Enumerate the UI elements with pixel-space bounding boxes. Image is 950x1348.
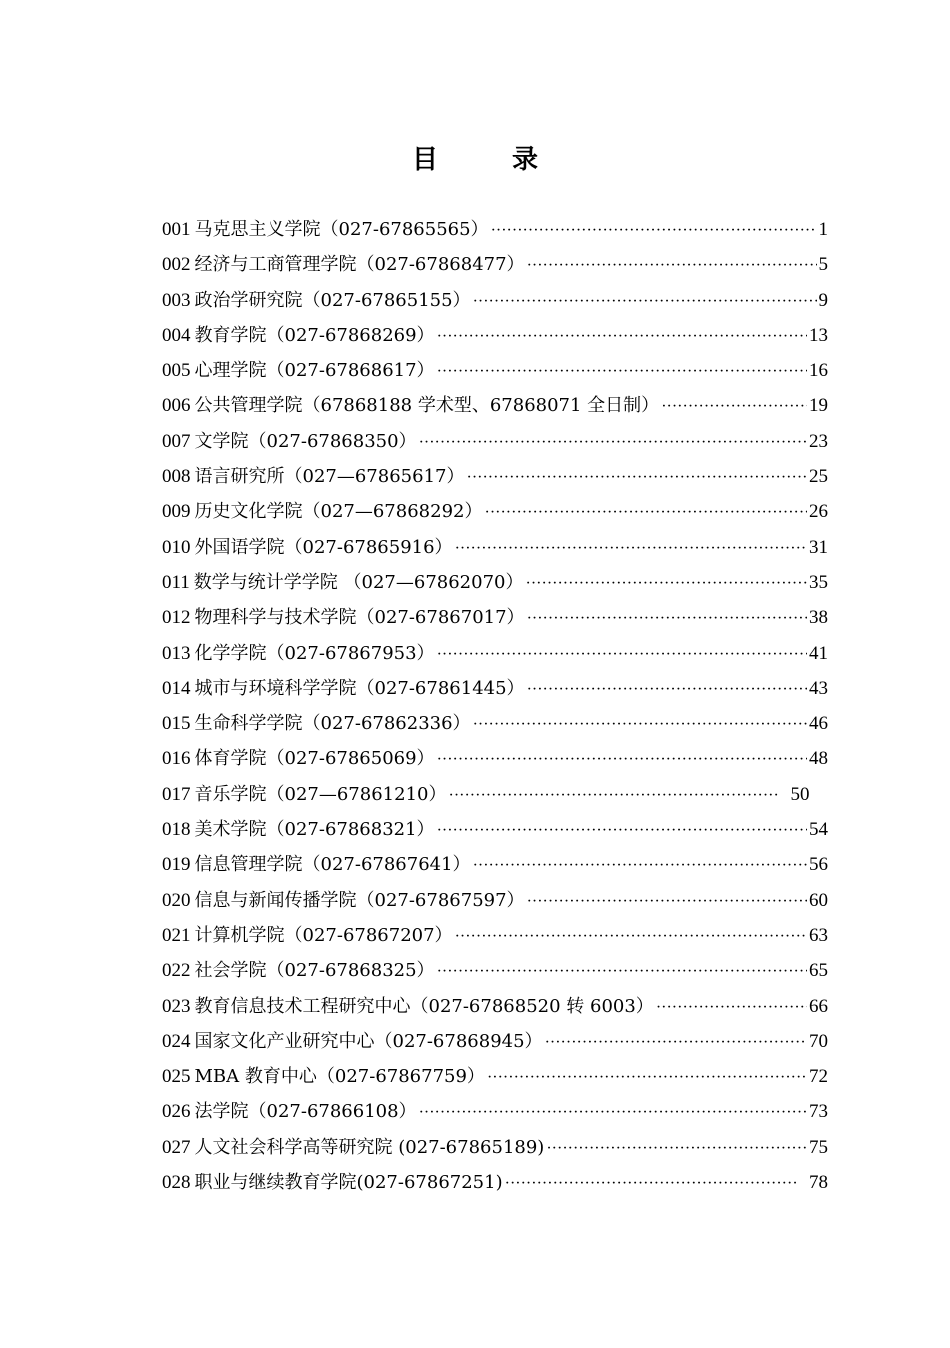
toc-entry-number: 020 xyxy=(162,889,191,911)
toc-entry-title: 国家文化产业研究中心（027-67868945） xyxy=(194,1030,543,1052)
toc-entry-026[interactable] xyxy=(162,1094,828,1129)
toc-entry-number: 017 xyxy=(162,783,191,805)
toc-entry-003[interactable] xyxy=(162,283,828,318)
toc-entry-004[interactable] xyxy=(162,318,828,353)
toc-entry-number: 002 xyxy=(162,254,191,276)
toc-entry-title: 文学院（027-67868350） xyxy=(194,430,417,452)
dot-leader xyxy=(527,672,807,707)
toc-entry-title: 人文社会科学高等研究院 (027-67865189) xyxy=(194,1136,545,1158)
toc-entry-title: 教育学院（027-67868269） xyxy=(194,324,435,346)
toc-entry-title: 信息与新闻传播学院（027-67867597） xyxy=(194,889,525,911)
dot-leader xyxy=(466,460,807,495)
table-of-contents xyxy=(162,212,828,1200)
toc-entry-page-number: 65 xyxy=(809,960,828,982)
toc-entry-008[interactable] xyxy=(162,459,828,494)
toc-entry-page-number: 13 xyxy=(809,324,828,346)
toc-entry-number: 007 xyxy=(162,430,191,452)
toc-entry-title: 职业与继续教育学院(027-67867251) xyxy=(194,1172,503,1194)
toc-entry-013[interactable] xyxy=(162,636,828,671)
dot-leader xyxy=(419,1095,807,1130)
toc-entry-016[interactable] xyxy=(162,741,828,776)
toc-entry-001[interactable] xyxy=(162,212,828,247)
dot-leader xyxy=(505,1166,797,1201)
toc-entry-page-number: 46 xyxy=(809,713,828,735)
toc-entry-number: 019 xyxy=(162,854,191,876)
toc-entry-title: 美术学院（027-67868321） xyxy=(194,819,435,841)
toc-entry-number: 013 xyxy=(162,642,191,664)
toc-entry-page-number: 38 xyxy=(809,607,828,629)
dot-leader xyxy=(437,954,807,989)
dot-leader xyxy=(527,884,807,919)
toc-entry-number: 018 xyxy=(162,819,191,841)
toc-entry-012[interactable] xyxy=(162,600,828,635)
toc-entry-019[interactable] xyxy=(162,847,828,882)
toc-entry-page-number: 23 xyxy=(809,430,828,452)
dot-leader xyxy=(448,778,778,813)
toc-entry-number: 010 xyxy=(162,536,191,558)
toc-entry-number: 024 xyxy=(162,1030,191,1052)
toc-entry-number: 026 xyxy=(162,1101,191,1123)
toc-entry-002[interactable] xyxy=(162,247,828,282)
toc-entry-024[interactable] xyxy=(162,1024,828,1059)
toc-entry-page-number: 60 xyxy=(809,889,828,911)
toc-entry-number: 004 xyxy=(162,324,191,346)
toc-entry-025[interactable] xyxy=(162,1059,828,1094)
toc-entry-018[interactable] xyxy=(162,812,828,847)
toc-entry-title: 经济与工商管理学院（027-67868477） xyxy=(194,254,525,276)
toc-entry-page-number: 75 xyxy=(809,1136,828,1158)
toc-entry-title: 语言研究所（027—67865617） xyxy=(194,466,465,488)
toc-entry-title: 化学学院（027-67867953） xyxy=(194,642,435,664)
dot-leader xyxy=(491,213,817,248)
toc-entry-014[interactable] xyxy=(162,671,828,706)
toc-entry-page-number: 41 xyxy=(809,642,828,664)
dot-leader xyxy=(437,637,807,672)
toc-entry-page-number: 9 xyxy=(818,289,828,311)
page-title: 目 录 xyxy=(411,145,562,175)
toc-entry-title: 音乐学院（027—67861210） xyxy=(194,783,447,805)
toc-entry-page-number: 72 xyxy=(809,1066,828,1088)
toc-entry-005[interactable] xyxy=(162,353,828,388)
toc-entry-number: 014 xyxy=(162,677,191,699)
toc-entry-title: 体育学院（027-67865069） xyxy=(194,748,435,770)
dot-leader xyxy=(473,707,807,742)
toc-entry-number: 006 xyxy=(162,395,191,417)
dot-leader xyxy=(455,919,807,954)
dot-leader xyxy=(545,1025,807,1060)
toc-entry-010[interactable] xyxy=(162,530,828,565)
dot-leader xyxy=(437,354,807,389)
toc-entry-015[interactable] xyxy=(162,706,828,741)
toc-entry-028[interactable] xyxy=(162,1165,828,1200)
toc-entry-number: 028 xyxy=(162,1172,191,1194)
toc-entry-page-number: 73 xyxy=(809,1101,828,1123)
toc-entry-number: 016 xyxy=(162,748,191,770)
toc-entry-title: 物理科学与技术学院（027-67867017） xyxy=(194,607,525,629)
toc-entry-number: 012 xyxy=(162,607,191,629)
dot-leader xyxy=(487,1060,807,1095)
dot-leader xyxy=(484,495,807,530)
toc-entry-title: 计算机学院（027-67867207） xyxy=(194,924,453,946)
toc-entry-page-number: 35 xyxy=(809,571,828,593)
toc-entry-page-number: 70 xyxy=(809,1030,828,1052)
dot-leader xyxy=(473,848,807,883)
toc-entry-page-number: 5 xyxy=(818,254,828,276)
dot-leader xyxy=(527,248,817,283)
toc-entry-page-number: 25 xyxy=(809,466,828,488)
dot-leader xyxy=(527,601,807,636)
toc-entry-title: 心理学院（027-67868617） xyxy=(194,360,435,382)
toc-entry-020[interactable] xyxy=(162,883,828,918)
toc-entry-page-number: 26 xyxy=(809,501,828,523)
toc-entry-006[interactable] xyxy=(162,388,828,423)
toc-entry-title: 公共管理学院（67868188 学术型、67868071 全日制） xyxy=(194,395,660,417)
toc-entry-023[interactable] xyxy=(162,989,828,1024)
toc-entry-number: 005 xyxy=(162,360,191,382)
toc-entry-017[interactable] xyxy=(162,777,828,812)
dot-leader xyxy=(437,319,807,354)
toc-entry-title: 社会学院（027-67868325） xyxy=(194,960,435,982)
toc-entry-number: 021 xyxy=(162,924,191,946)
dot-leader xyxy=(437,813,807,848)
toc-entry-page-number: 31 xyxy=(809,536,828,558)
toc-entry-title: 政治学研究院（027-67865155） xyxy=(194,289,471,311)
toc-entry-number: 015 xyxy=(162,713,191,735)
toc-entry-number: 027 xyxy=(162,1136,191,1158)
dot-leader xyxy=(473,284,817,319)
toc-entry-title: 法学院（027-67866108） xyxy=(194,1101,417,1123)
toc-entry-number: 023 xyxy=(162,995,191,1017)
toc-entry-page-number: 16 xyxy=(809,360,828,382)
dot-leader xyxy=(419,425,807,460)
toc-entry-title: 教育信息技术工程研究中心（027-67868520 转 6003） xyxy=(194,995,654,1017)
dot-leader xyxy=(455,531,807,566)
toc-entry-022[interactable] xyxy=(162,953,828,988)
toc-entry-page-number: 54 xyxy=(809,819,828,841)
toc-entry-title: 历史文化学院（027—67868292） xyxy=(194,501,483,523)
toc-entry-021[interactable] xyxy=(162,918,828,953)
toc-entry-title: 马克思主义学院（027-67865565） xyxy=(194,219,489,240)
toc-entry-011[interactable] xyxy=(162,565,828,600)
toc-entry-title: 外国语学院（027-67865916） xyxy=(194,536,453,558)
toc-entry-number: 003 xyxy=(162,289,191,311)
toc-entry-page-number: 78 xyxy=(809,1172,828,1194)
toc-entry-title: 信息管理学院（027-67867641） xyxy=(194,854,471,876)
toc-entry-number: 009 xyxy=(162,501,191,523)
toc-entry-number: 011 xyxy=(162,571,190,593)
toc-entry-number: 001 xyxy=(162,219,191,240)
toc-entry-title: 城市与环境科学学院（027-67861445） xyxy=(194,677,525,699)
dot-leader xyxy=(526,566,808,601)
dot-leader xyxy=(656,990,807,1025)
toc-entry-027[interactable] xyxy=(162,1130,828,1165)
toc-entry-page-number: 43 xyxy=(809,677,828,699)
toc-entry-page-number: 66 xyxy=(809,995,828,1017)
toc-entry-page-number: 56 xyxy=(809,854,828,876)
toc-entry-page-number: 50 xyxy=(790,783,810,805)
toc-entry-page-number: 48 xyxy=(809,748,828,770)
toc-entry-page-number: 19 xyxy=(809,395,828,417)
dot-leader xyxy=(546,1131,807,1166)
toc-entry-number: 022 xyxy=(162,960,191,982)
toc-entry-title: 生命科学学院（027-67862336） xyxy=(194,713,471,735)
toc-entry-007[interactable] xyxy=(162,424,828,459)
dot-leader xyxy=(437,742,807,777)
toc-entry-page-number: 1 xyxy=(818,219,828,240)
toc-entry-number: 008 xyxy=(162,466,191,488)
toc-entry-title: 数学与统计学学院 （027—67862070） xyxy=(193,571,524,593)
toc-entry-009[interactable] xyxy=(162,494,828,529)
toc-entry-page-number: 63 xyxy=(809,924,828,946)
dot-leader xyxy=(661,389,807,424)
toc-entry-number: 025 xyxy=(162,1066,191,1088)
toc-entry-title: MBA 教育中心（027-67867759） xyxy=(194,1066,485,1088)
